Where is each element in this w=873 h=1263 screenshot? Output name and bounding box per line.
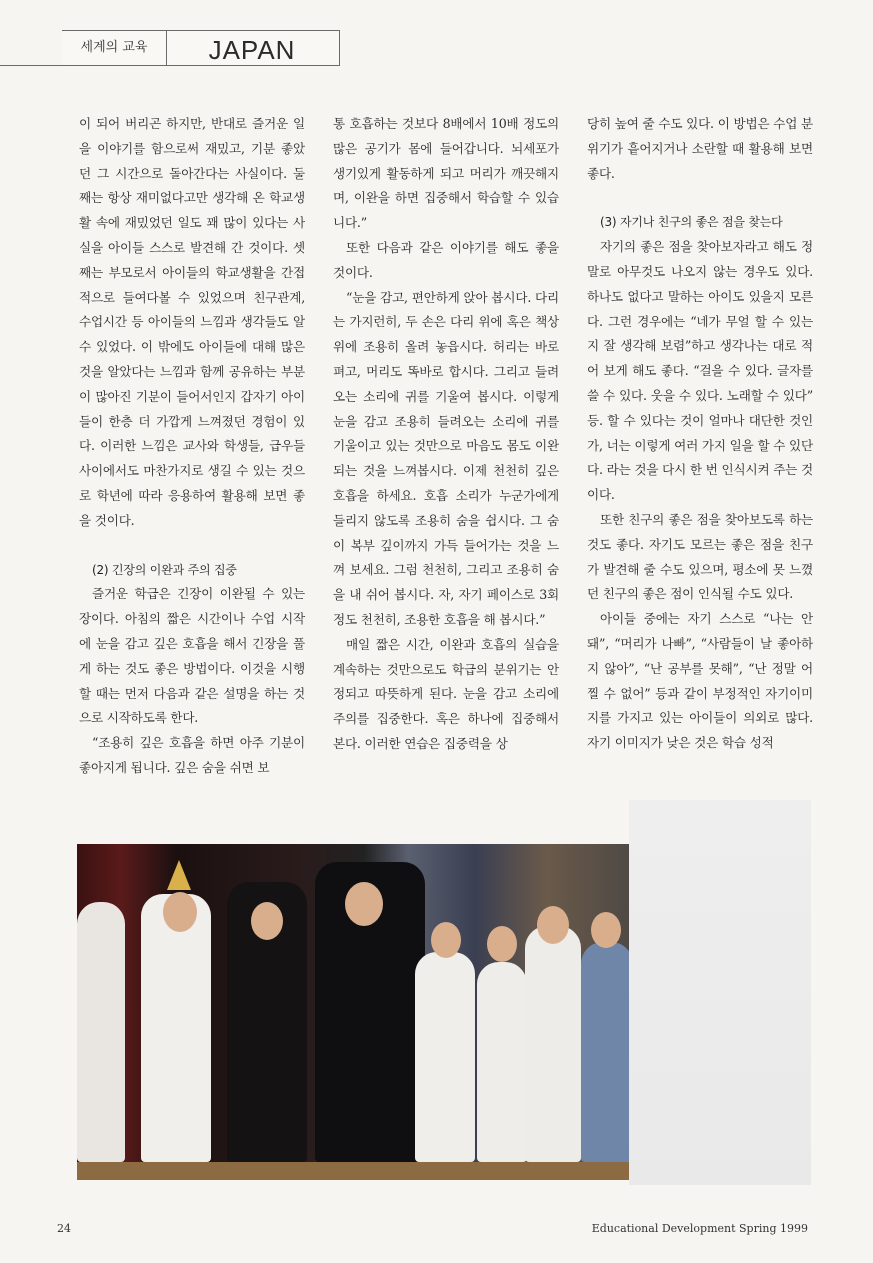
paragraph: 통 호흡하는 것보다 8배에서 10배 정도의 많은 공기가 몸에 들어갑니다. 뇌세포가 생기있게 활동하게 되고 머리가 깨끗해지며, 이완을 하면 집중해서 학습할 수 있습니다.”	[333, 116, 559, 231]
text-column-2	[333, 112, 559, 757]
child-head	[251, 902, 283, 940]
child-figure	[525, 926, 581, 1162]
paragraph: 매일 짧은 시간, 이완과 호흡의 실습을 계속하는 것만으로도 학급의 분위기는 안정되고 따뜻하게 된다. 눈을 감고 소리에 주의를 집중한다. 혹은 하나에 집중해서 본다. 이러한 연습은 집중력을 상	[333, 636, 559, 751]
child-head	[345, 882, 383, 926]
subheading: (2) 긴장의 이완과 주의 집중	[92, 562, 237, 577]
page-number: 24	[57, 1222, 71, 1235]
child-figure	[477, 962, 527, 1162]
stage-floor	[77, 1162, 629, 1180]
paragraph: 또한 친구의 좋은 점을 찾아보도록 하는 것도 좋다. 자기도 모르는 좋은 점을 친구가 발견해 줄 수도 있으며, 평소에 못 느꼈던 친구의 좋은 점이 인식될 수도 있다.	[587, 511, 813, 602]
text-column-1	[79, 112, 305, 781]
paragraph: “눈을 감고, 편안하게 앉아 봅시다. 다리는 가지런히, 두 손은 다리 위에 혹은 책상 위에 조용히 올려 놓읍시다. 허리는 바로 펴고, 머리도 똑바로 합시다. 그리고 들려 오는 소리에 귀를 기울여 봅시다. 이렇게 눈을 감고 조용히 들려오는 소리에 귀를 기울이고 있는 것만으로 마음도 몸도 이완되는 것을 느껴봅시다. 이제 천천히 깊은 호흡을 하세요. 호흡 소리가 누군가에게 들리지 않도록 조용히 숨을 쉽시다. 그 숨이 복부 깊이까지 가득 들어가는 것을 느껴 보세요. 그럼 천천히, 그리고 조용히 숨을 내 쉬어 봅시다. 자, 자기 페이스로 3회 정도 천천히, 조용한 호흡을 해 봅시다.”	[333, 289, 559, 627]
country-label: JAPAN	[208, 35, 296, 65]
header-rule	[0, 65, 62, 66]
photo-margin	[629, 800, 811, 1185]
paragraph: 이 되어 버리곤 하지만, 반대로 즐거운 일을 이야기를 함으로써 재밌고, 기분 좋았던 그 시간으로 돌아간다는 사실이다. 둘째는 항상 재미없다고만 생각해 온 학교생활 속에 재밌었던 일도 꽤 많이 있다는 사실을 아이들 스스로 발견해 간 것이다. 셋째는 부모로서 아이들의 학교생활을 간접적으로 들여다볼 수 있었으며 친구관계, 수업시간 등 아이들의 느낌과 생각들도 알 수 있었다. 이 밖에도 아이들에 대해 많은 것을 알았다는 느낌과 함께 공유하는 부분이 많아진 기분이 들어서인지 갑자기 아이들이 한층 더 가깝게 느껴졌던 경험이 있다. 이러한 느낌은 교사와 학생들, 급우들 사이에서도 마찬가지로 생길 수 있는 것으로 학년에 따라 응용하여 활용해 보면 좋을 것이다.	[79, 116, 305, 528]
paragraph: 즐거운 학급은 긴장이 이완될 수 있는 장이다. 아침의 짧은 시간이나 수업 시작에 눈을 감고 깊은 호흡을 해서 긴장을 풀게 하는 것도 좋은 방법이다. 이것을 시행할 때는 먼저 다음과 같은 설명을 하는 것으로 시작하도록 한다.	[79, 586, 305, 726]
magazine-title: Educational Development Spring 1999	[591, 1222, 808, 1235]
child-head	[431, 922, 461, 958]
party-hat-icon	[167, 860, 191, 890]
child-head	[591, 912, 621, 948]
paragraph: 또한 다음과 같은 이야기를 해도 좋을 것이다.	[333, 239, 559, 280]
paragraph: “조용히 깊은 호흡을 하면 아주 기분이 좋아지게 됩니다. 깊은 숨을 쉬면 보	[79, 735, 305, 775]
paragraph: 자기의 좋은 점을 찾아보자라고 해도 정말로 아무것도 나오지 않는 경우도 있다. 하나도 없다고 말하는 아이도 있을지 모른다. 그런 경우에는 “네가 무얼 할 수 있는지 잘 생각해 보렴”하고 생각나는 대로 적어 보게 해도 좋다. “걸을 수 있다. 글자를 쓸 수 있다. 웃을 수 있다. 노래할 수 있다” 등. 할 수 있다는 것이 얼마나 대단한 것인가, 너는 이렇게 여러 가지 일을 할 수 있단다. 라는 것을 다시 한 번 인식시켜 주는 것이다.	[587, 239, 813, 503]
child-figure	[77, 902, 125, 1162]
subheading: (3) 자기나 친구의 좋은 점을 찾는다	[600, 215, 783, 230]
paragraph: 당히 높여 줄 수도 있다. 이 방법은 수업 분위기가 흩어지거나 소란할 때 활용해 보면 좋다.	[587, 116, 813, 181]
child-figure	[581, 942, 629, 1162]
child-figure	[415, 952, 475, 1162]
child-head	[163, 892, 197, 932]
child-head	[537, 906, 569, 944]
child-figure	[141, 894, 211, 1162]
section-label: 세계의 교육	[62, 31, 167, 65]
paragraph: 아이들 중에는 자기 스스로 “나는 안돼”, “머리가 나빠”, “사람들이 날 좋아하지 않아”, “난 공부를 못해”, “난 정말 어찔 수 없어” 등과 같이 부정적인 자기이미지를 가지고 있는 아이들이 의외로 많다. 자기 이미지가 낮은 것은 학습 성적	[587, 611, 813, 751]
child-head	[487, 926, 517, 962]
section-header	[62, 30, 340, 66]
text-column-3	[587, 112, 813, 756]
class-play-photo	[77, 844, 629, 1180]
